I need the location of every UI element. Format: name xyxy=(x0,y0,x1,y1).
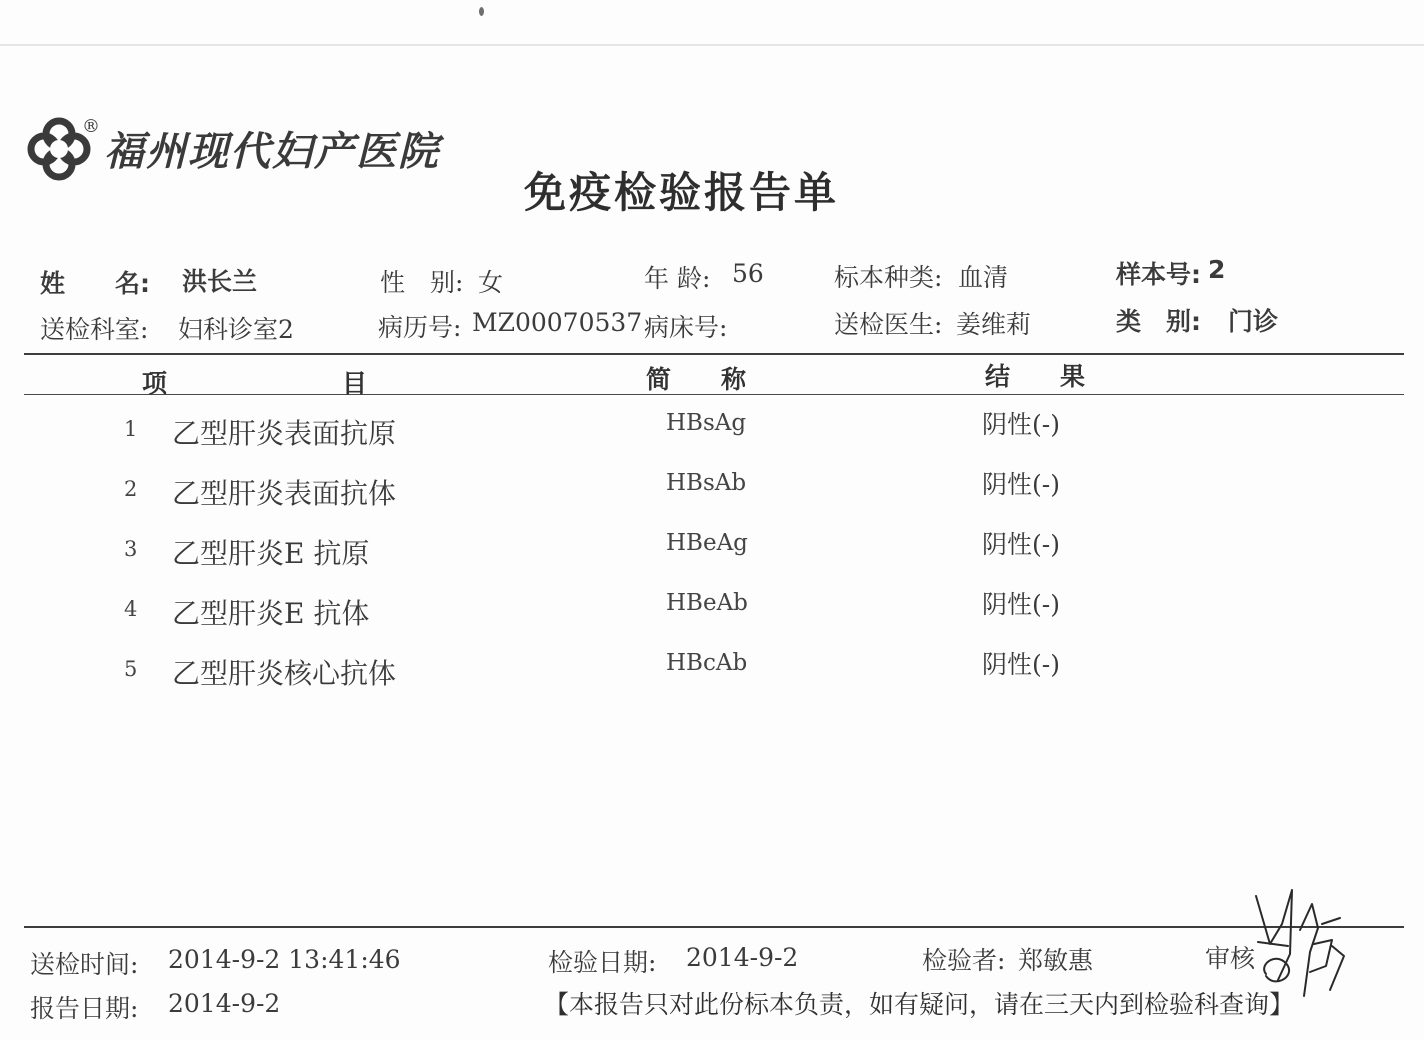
paper-edge xyxy=(0,44,1424,46)
tester-label: 检验者: xyxy=(922,946,1006,975)
sex-value: 女 xyxy=(478,268,504,297)
doctor-value: 姜维莉 xyxy=(956,310,1032,339)
category-value: 门诊 xyxy=(1228,307,1279,336)
sample-no-value: 2 xyxy=(1208,255,1226,284)
test-item-name: 乙型肝炎E 抗体 xyxy=(172,597,370,630)
column-header-result: 结 果 xyxy=(985,362,1086,391)
column-header-abbr: 简 称 xyxy=(646,365,747,394)
test-item-abbr: HBcAb xyxy=(666,650,748,676)
record-no-label: 病历号: xyxy=(378,313,462,342)
test-item-name: 乙型肝炎核心抗体 xyxy=(172,657,397,690)
report-date-value: 2014-9-2 xyxy=(168,989,281,1018)
test-item-abbr: HBsAb xyxy=(666,470,747,496)
dept-value: 妇科诊室2 xyxy=(178,315,294,344)
footer-rule xyxy=(24,926,1404,928)
patient-name-label: 姓 名: xyxy=(40,269,150,298)
row-number: 1 xyxy=(124,417,138,441)
test-item-result: 阴性(-) xyxy=(982,470,1060,499)
specimen-value: 血清 xyxy=(958,263,1009,292)
tester-value: 郑敏惠 xyxy=(1018,946,1094,975)
sex-label: 性 别: xyxy=(380,268,464,297)
test-item-result: 阴性(-) xyxy=(982,650,1060,679)
hospital-logo xyxy=(24,114,454,184)
doctor-label: 送检医生: xyxy=(834,310,943,339)
age-label: 年 龄: xyxy=(644,264,711,293)
bed-no-label: 病床号: xyxy=(644,313,728,342)
table-top-rule xyxy=(24,353,1404,355)
row-number: 4 xyxy=(124,597,138,621)
specimen-label: 标本种类: xyxy=(834,263,943,292)
paper-speck xyxy=(479,7,484,16)
record-no-value: MZ00070537 xyxy=(472,308,643,337)
patient-name: 洪长兰 xyxy=(182,267,258,296)
row-number: 5 xyxy=(124,657,138,681)
column-header-item: 项 目 xyxy=(142,369,368,398)
registered-mark: ® xyxy=(82,116,100,137)
row-number: 3 xyxy=(124,537,138,561)
hospital-name: 福州现代妇产医院 xyxy=(104,128,440,175)
test-item-name: 乙型肝炎E 抗原 xyxy=(172,537,370,570)
reviewer-label: 审核 xyxy=(1205,944,1256,973)
dept-label: 送检科室: xyxy=(40,315,149,344)
age-value: 56 xyxy=(732,259,764,288)
report-date-label: 报告日期: xyxy=(30,994,139,1023)
test-item-abbr: HBeAb xyxy=(666,590,748,616)
test-item-result: 阴性(-) xyxy=(982,530,1060,559)
sample-no-label: 样本号: xyxy=(1116,260,1201,289)
reviewer-signature xyxy=(1248,884,1348,1004)
category-label: 类 别: xyxy=(1116,307,1201,336)
test-item-abbr: HBeAg xyxy=(666,530,748,556)
test-item-result: 阴性(-) xyxy=(982,410,1060,439)
disclaimer-notice: 【本报告只对此份标本负责，如有疑问，请在三天内到检验科查询】 xyxy=(544,990,1295,1019)
test-date-label: 检验日期: xyxy=(548,948,657,977)
test-date-value: 2014-9-2 xyxy=(686,943,799,972)
sent-time-value: 2014-9-2 13:41:46 xyxy=(168,945,401,974)
test-item-name: 乙型肝炎表面抗原 xyxy=(172,417,397,450)
row-number: 2 xyxy=(124,477,138,501)
test-item-abbr: HBsAg xyxy=(666,410,747,436)
test-item-result: 阴性(-) xyxy=(982,590,1060,619)
test-item-name: 乙型肝炎表面抗体 xyxy=(172,477,397,510)
report-title: 免疫检验报告单 xyxy=(524,168,840,217)
sent-time-label: 送检时间: xyxy=(30,950,139,979)
